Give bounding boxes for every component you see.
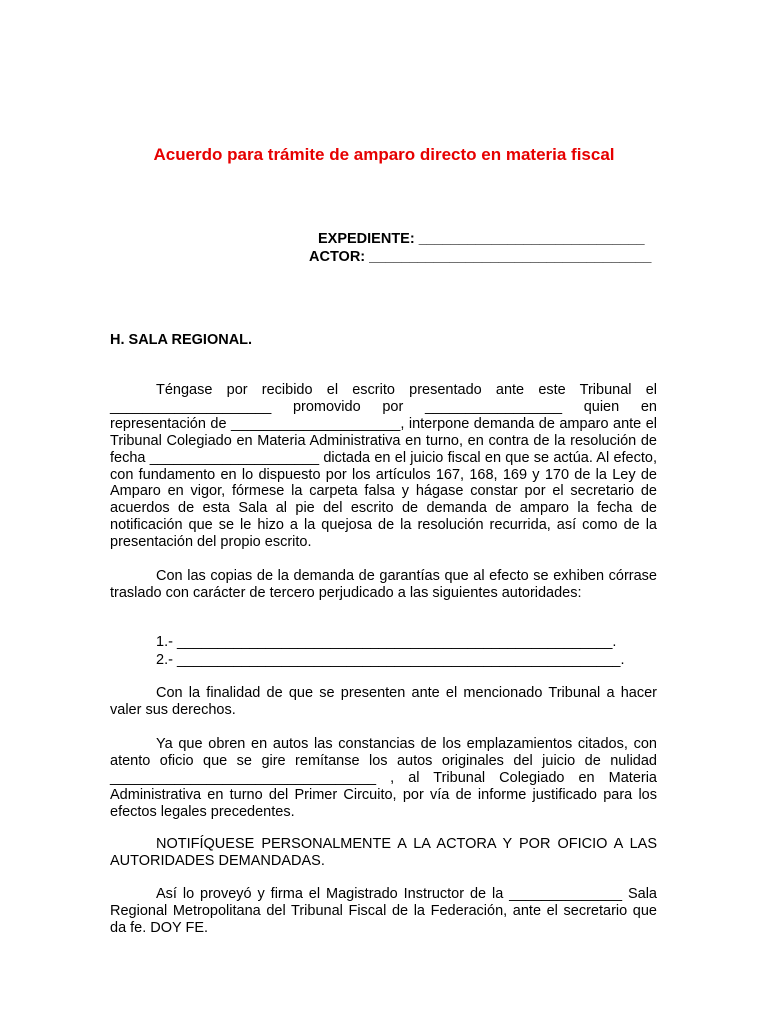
paragraph-firma: Así lo proveyó y firma el Magistrado Instructor de la ______________ Sala Regional Metropolitana del Tribunal Fiscal de la Federación, ante el secretario que da fe. DOY FE. (110, 886, 657, 936)
autoridad-item-1: 1.- ______________________________________________________. (156, 634, 617, 650)
paragraph-copias: Con las copias de la demanda de garantías que al efecto se exhiben córrase traslado con carácter de tercero perjudicado a las siguientes autoridades: (110, 568, 657, 601)
expediente-field: EXPEDIENTE: ____________________________ (318, 231, 645, 247)
paragraph-finalidad: Con la finalidad de que se presenten ante el mencionado Tribunal a hacer valer sus derechos. (110, 685, 657, 718)
autoridad-item-2: 2.- _______________________________________________________. (156, 652, 625, 668)
sala-heading: H. SALA REGIONAL. (110, 332, 253, 348)
paragraph-notifiquese: NOTIFÍQUESE PERSONALMENTE A LA ACTORA Y POR OFICIO A LAS AUTORIDADES DEMANDADAS. (110, 836, 657, 869)
actor-field: ACTOR: ___________________________________ (309, 249, 652, 265)
paragraph-emplazamientos: Ya que obren en autos las constancias de los emplazamientos citados, con atento oficio que se gire remítanse los autos originales del juicio de nulidad _________________________________ , al Tribunal Colegiado en Materia Administrativa en turno del Primer Circuito, por vía de informe justificado para los efectos legales precedentes. (110, 736, 657, 820)
document-title: Acuerdo para trámite de amparo directo en materia fiscal (153, 145, 615, 164)
paragraph-recibido: Téngase por recibido el escrito presentado ante este Tribunal el ____________________ promovido por _________________ quien en representación de _____________________, interpone demanda de amparo ante el Tribunal Colegiado en Materia Administrativa en turno, en contra de la resolución de fecha _____________________ dictada en el juicio fiscal en que se actúa. Al efecto, con fundamento en lo dispuesto por los artículos 167, 168, 169 y 170 de la Ley de Amparo en vigor, fórmese la carpeta falsa y hágase constar por el secretario de acuerdos de esta Sala al pie del escrito de demanda de amparo la fecha de notificación que se le hizo a la quejosa de la resolución recurrida, así como de la presentación del propio escrito. (110, 382, 657, 551)
